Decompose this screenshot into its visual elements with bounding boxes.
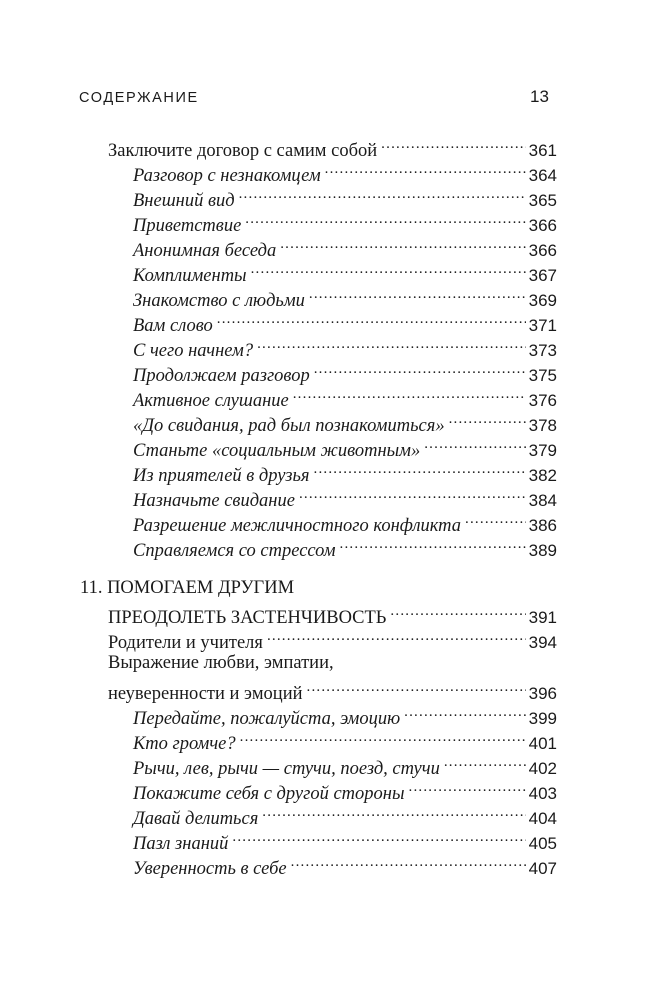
toc-entry-title: Рычи, лев, рычи — стучи, поезд, стучи <box>133 759 440 779</box>
toc-entry-page: 382 <box>528 466 557 485</box>
toc-entry-title: Активное слушание <box>133 391 289 411</box>
dot-leader <box>409 777 526 799</box>
toc-entry <box>133 259 557 287</box>
toc-entry-title: ПРЕОДОЛЕТЬ ЗАСТЕНЧИВОСТЬ <box>108 608 387 628</box>
toc-entry-line: Выражение любви, эмпатии, <box>108 653 334 673</box>
toc-entry-title: Назначьте свидание <box>133 491 295 511</box>
toc-entry-page: 386 <box>528 516 557 535</box>
toc-entry-page: 375 <box>528 366 557 385</box>
toc-entry-title: Приветствие <box>133 216 242 236</box>
toc-entry-page: 369 <box>528 291 557 310</box>
dot-leader <box>280 234 525 256</box>
toc-entry-page: 371 <box>528 316 557 335</box>
toc-entry <box>133 459 557 487</box>
toc-entry <box>133 852 557 880</box>
dot-leader <box>444 752 526 774</box>
toc-entry-page: 405 <box>528 834 557 853</box>
dot-leader <box>293 384 526 406</box>
toc-entry-page: 379 <box>528 441 557 460</box>
dot-leader <box>424 434 525 456</box>
toc-entry <box>133 752 557 780</box>
toc-entry-title: Разговор с незнакомцем <box>133 166 321 186</box>
toc-entry <box>133 284 557 312</box>
dot-leader <box>239 184 526 206</box>
toc-entry-page: 378 <box>528 416 557 435</box>
toc-entry-title: неуверенности и эмоций <box>108 684 303 704</box>
toc-entry <box>133 359 557 387</box>
toc-entry-title: С чего начнем? <box>133 341 254 361</box>
toc-entry <box>133 209 557 237</box>
dot-leader <box>449 409 526 431</box>
dot-leader <box>232 827 525 849</box>
chapter-heading-entry <box>108 601 557 629</box>
toc-entry-page: 399 <box>528 709 557 728</box>
toc-entry-title: Уверенность в себе <box>133 859 287 879</box>
toc-entry-page: 404 <box>528 809 557 828</box>
toc-entry-title: Кто громче? <box>133 734 236 754</box>
toc-entry <box>133 184 557 212</box>
toc-entry-title: Давай делиться <box>133 809 259 829</box>
toc-entry-title: Комплименты <box>133 266 247 286</box>
toc-entry <box>108 677 557 705</box>
dot-leader <box>251 259 526 281</box>
toc-entry-page: 384 <box>528 491 557 510</box>
toc-entry-page: 394 <box>528 633 557 652</box>
toc-entry-title: Разрешение межличностного конфликта <box>133 516 462 536</box>
toc-entry-page: 407 <box>528 859 557 878</box>
toc-entry-title: Покажите себя с другой стороны <box>133 784 405 804</box>
dot-leader <box>465 509 526 531</box>
toc-entry-title: Заключите договор с самим собой <box>108 141 378 161</box>
dot-leader <box>340 534 526 556</box>
dot-leader <box>262 802 525 824</box>
toc-entry-page: 389 <box>528 541 557 560</box>
dot-leader <box>381 134 525 156</box>
toc-entry <box>133 409 557 437</box>
toc-entry-page: 366 <box>528 241 557 260</box>
toc-entry-page: 361 <box>528 141 557 160</box>
toc-entry-page: 367 <box>528 266 557 285</box>
toc-entry <box>133 702 557 730</box>
dot-leader <box>390 601 525 623</box>
toc-entry <box>133 309 557 337</box>
dot-leader <box>325 159 526 181</box>
page-number: 13 <box>530 87 549 106</box>
toc-entry <box>133 334 557 362</box>
toc-entry-page: 403 <box>528 784 557 803</box>
dot-leader <box>314 459 526 481</box>
toc-entry <box>133 384 557 412</box>
toc-entry <box>133 802 557 830</box>
toc-entry-page: 396 <box>528 684 557 703</box>
toc-entry <box>133 509 557 537</box>
toc-entry <box>133 484 557 512</box>
dot-leader <box>404 702 525 724</box>
toc-entry-page: 401 <box>528 734 557 753</box>
dot-leader <box>299 484 526 506</box>
toc-entry-page: 365 <box>528 191 557 210</box>
toc-entry-title: «До свидания, рад был познакомиться» <box>133 416 445 436</box>
dot-leader <box>307 677 526 699</box>
toc-entry-page: 402 <box>528 759 557 778</box>
dot-leader <box>257 334 526 356</box>
toc-entry-title: Знакомство с людьми <box>133 291 305 311</box>
chapter-heading-line: 11. ПОМОГАЕМ ДРУГИМ <box>80 578 295 598</box>
dot-leader <box>267 626 526 648</box>
toc-entry-title: Справляемся со стрессом <box>133 541 336 561</box>
toc-entry-page: 376 <box>528 391 557 410</box>
toc-entry-page: 373 <box>528 341 557 360</box>
dot-leader <box>314 359 526 381</box>
toc-entry-title: Родители и учителя <box>108 633 263 653</box>
toc-entry-page: 364 <box>528 166 557 185</box>
toc-entry <box>133 159 557 187</box>
toc-entry-page: 391 <box>528 608 557 627</box>
toc-entry <box>108 134 557 162</box>
toc-entry <box>133 434 557 462</box>
toc-entry-title: Внешний вид <box>133 191 235 211</box>
toc-entry <box>108 626 557 654</box>
toc-entry <box>133 534 557 562</box>
dot-leader <box>240 727 526 749</box>
toc-entry-title: Пазл знаний <box>133 834 229 854</box>
toc-entry-title: Передайте, пожалуйста, эмоцию <box>133 709 401 729</box>
toc-entry-title: Из приятелей в друзья <box>133 466 310 486</box>
dot-leader <box>217 309 526 331</box>
toc-entry <box>133 777 557 805</box>
toc-entry-title: Станьте «социальным животным» <box>133 441 421 461</box>
toc-entry-title: Продолжаем разговор <box>133 366 310 386</box>
toc-entry-title: Вам слово <box>133 316 213 336</box>
toc-entry-title: Анонимная беседа <box>133 241 277 261</box>
dot-leader <box>291 852 526 874</box>
running-head-title: СОДЕРЖАНИЕ <box>79 90 199 106</box>
dot-leader <box>309 284 526 306</box>
toc-entry <box>133 234 557 262</box>
toc-entry-page: 366 <box>528 216 557 235</box>
toc-entry <box>133 827 557 855</box>
dot-leader <box>245 209 525 231</box>
toc-entry <box>133 727 557 755</box>
